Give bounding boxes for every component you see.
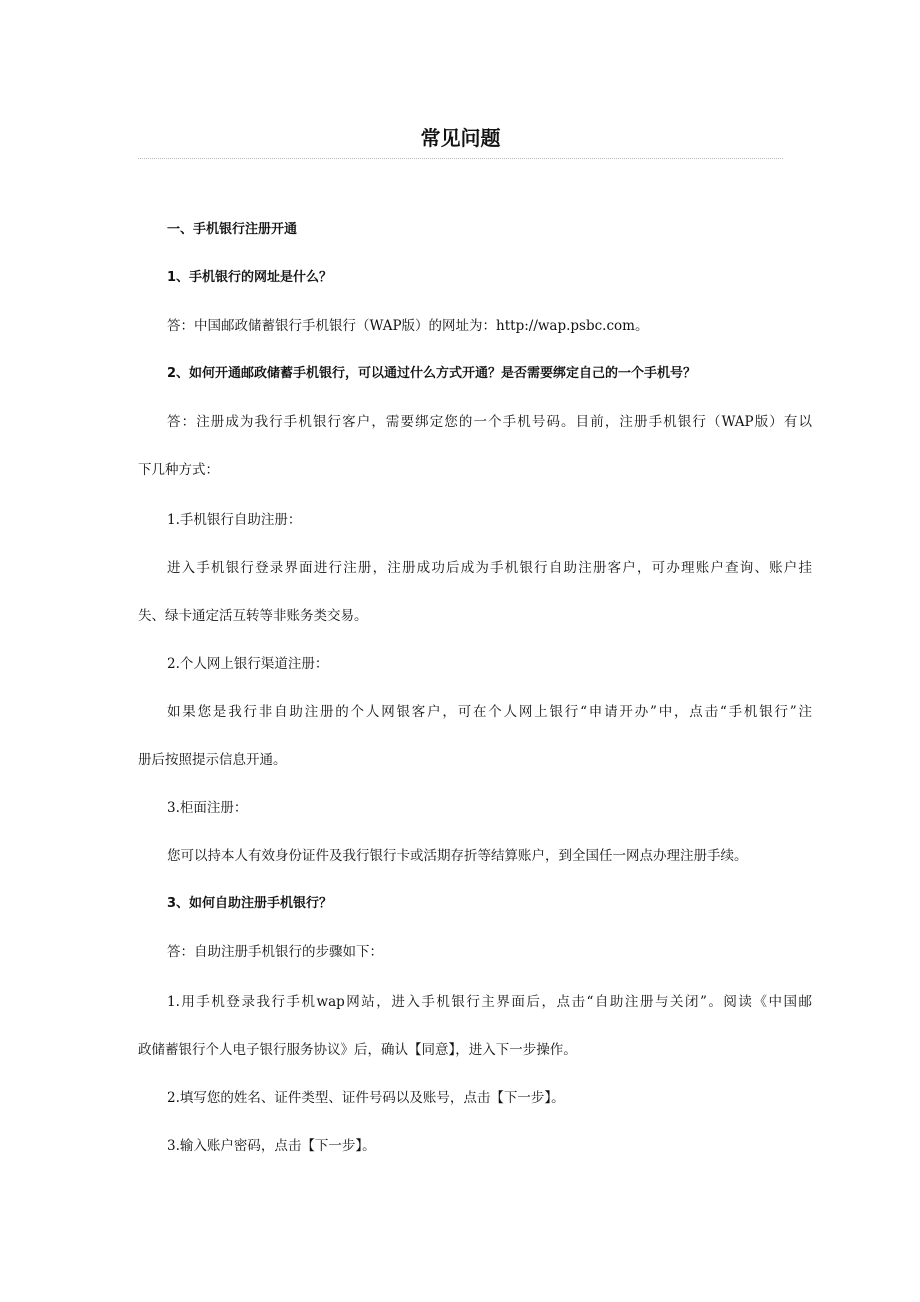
step-paragraph-continuation: 政储蓄银行个人电子银行服务协议》后，确认【同意】，进入下一步操作。 [138,1042,577,1058]
question-heading: 3、如何自助注册手机银行？ [167,896,333,911]
step-paragraph: 3.输入账户密码，点击【下一步】。 [167,1138,376,1154]
title-divider [138,158,783,159]
answer-paragraph: 答：自助注册手机银行的步骤如下： [167,944,383,960]
answer-paragraph: 答：注册成为我行手机银行客户，需要绑定您的一个手机号码。目前，注册手机银行（WAP版）有以 [167,414,812,430]
answer-paragraph: 答：中国邮政储蓄银行手机银行（WAP版）的网址为：http://wap.psbc.com。 [167,318,649,334]
answer-paragraph-continuation: 下几种方式： [138,462,219,478]
list-item-heading: 1.手机银行自助注册： [167,512,302,528]
page-title: 常见问题 [420,126,501,150]
list-item-heading: 2.个人网上银行渠道注册： [167,656,329,672]
body-paragraph: 进入手机银行登录界面进行注册，注册成功后成为手机银行自助注册客户，可办理账户查询、账户挂 [167,560,812,576]
body-paragraph: 您可以持本人有效身份证件及我行银行卡或活期存折等结算账户，到全国任一网点办理注册手续。 [167,848,748,864]
body-paragraph: 如果您是我行非自助注册的个人网银客户，可在个人网上银行“申请开办”中，点击“手机银行”注 [167,704,812,720]
question-heading: 2、如何开通邮政储蓄手机银行，可以通过什么方式开通？是否需要绑定自己的一个手机号？ [167,366,697,381]
body-paragraph-continuation: 册后按照提示信息开通。 [138,752,287,768]
question-heading: 1、手机银行的网址是什么？ [167,270,333,285]
list-item-heading: 3.柜面注册： [167,800,248,816]
section-heading: 一、手机银行注册开通 [167,222,298,237]
step-paragraph: 1.用手机登录我行手机wap网站，进入手机银行主界面后，点击“自助注册与关闭”。阅读《中国邮 [167,994,812,1010]
body-paragraph-continuation: 失、绿卡通定活互转等非账务类交易。 [138,608,368,624]
step-paragraph: 2.填写您的姓名、证件类型、证件号码以及账号，点击【下一步】。 [167,1090,565,1106]
